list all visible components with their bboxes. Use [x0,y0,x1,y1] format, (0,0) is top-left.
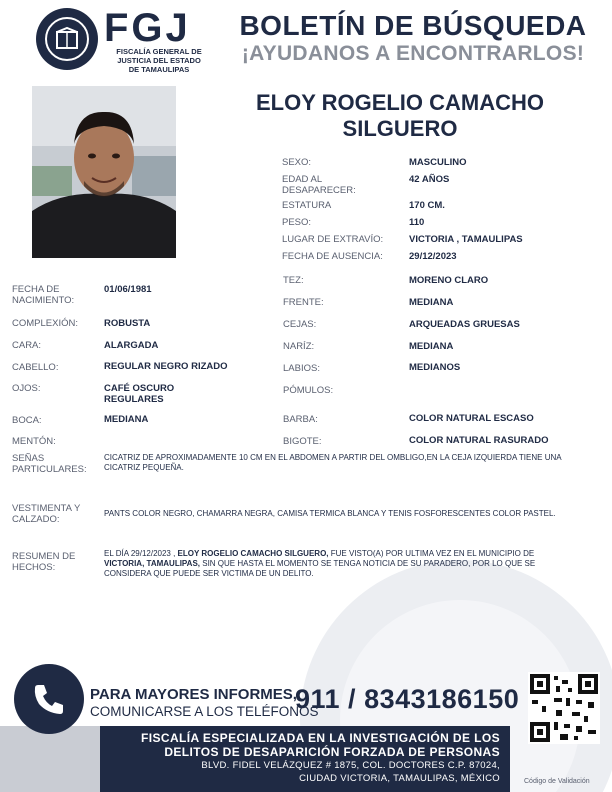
person-name: ELOY ROGELIO CAMACHO SILGUERO [255,90,545,141]
person-photo [32,86,176,258]
missing-place-label: LUGAR DE EXTRAVÍO: [282,234,384,245]
birthdate-value: 01/06/1981 [104,284,152,295]
forehead-value: MEDIANA [409,297,454,308]
birthdate-label: FECHA DE NACIMIENTO: [12,284,75,306]
particulars-value: CICATRIZ DE APROXIMADAMENTE 10 CM EN EL ABDOMEN A PARTIR DEL OMBLIGO,EN LA CEJA IZQUIERDA TIENE UNA CICATRIZ PEQUEÑA. [104,453,562,472]
clothing-label: VESTIMENTA Y CALZADO: [12,503,81,525]
summary-label: RESUMEN DE HECHOS: [12,551,76,573]
contact-label: COMUNICARSE A LOS TELÉFONOS [90,704,319,719]
eyebrows-value: ARQUEADAS GRUESAS [409,319,520,330]
build-value: ROBUSTA [104,318,151,329]
height-value: 170 CM. [409,200,445,211]
chin-label: MENTÓN: [12,436,56,447]
face-value: ALARGADA [104,340,159,351]
nose-value: MEDIANA [409,341,454,352]
lips-value: MEDIANOS [409,362,461,373]
skin-label: TEZ: [283,275,304,286]
skin-value: MORENO CLARO [409,275,489,286]
age-value: 42 AÑOS [409,174,450,185]
bulletin-subtitle: ¡AYUDANOS A ENCONTRARLOS! [241,42,585,65]
eyes-label: OJOS: [12,383,41,394]
forehead-label: FRENTE: [283,297,324,308]
hair-label: CABELLO: [12,362,59,373]
address-line-1: BLVD. FIDEL VELÁZQUEZ # 1875, COL. DOCTORES C.P. 87024, [201,760,500,771]
lips-label: LABIOS: [283,363,320,374]
eyebrows-label: CEJAS: [283,319,317,330]
sex-label: SEXO: [282,157,312,168]
agency-abbr: FGJ [104,6,191,50]
absence-date-value: 29/12/2023 [409,251,457,262]
missing-place-value: VICTORIA , TAMAULIPAS [409,234,523,245]
office-name-line-1: FISCALÍA ESPECIALIZADA EN LA INVESTIGACIÓN DE LOS [141,731,500,745]
age-label: EDAD AL DESAPARECER: [282,174,356,196]
face-label: CARA: [12,340,42,351]
cheekbones-label: PÓMULOS: [283,385,334,396]
sex-value: MASCULINO [409,157,467,168]
absence-date-label: FECHA DE AUSENCIA: [282,251,383,262]
state-seal-icon [36,8,98,70]
qr-caption: Código de Validación [524,778,590,785]
phone-numbers: 911 / 8343186150 [295,684,520,714]
agency-name: FISCALÍA GENERAL DE JUSTICIA DEL ESTADO DE TAMAULIPAS [116,47,202,74]
particulars-label: SEÑAS PARTICULARES: [12,453,87,475]
more-info-label: PARA MAYORES INFORMES, [90,686,297,703]
build-label: COMPLEXIÓN: [12,318,78,329]
address-line-2: CIUDAD VICTORIA, TAMAULIPAS, MÉXICO [299,773,500,784]
phone-icon [14,664,84,734]
mustache-label: BIGOTE: [283,436,322,447]
office-name-line-2: DELITOS DE DESAPARICIÓN FORZADA DE PERSONAS [164,745,500,759]
beard-label: BARBA: [283,414,318,425]
footer-left-panel [0,726,100,792]
height-label: ESTATURA [282,200,332,211]
bulletin-title: BOLETÍN DE BÚSQUEDA [239,10,587,41]
mouth-label: BOCA: [12,415,42,426]
nose-label: NARÍZ: [283,341,315,352]
weight-value: 110 [409,217,425,228]
summary-text: EL DÍA 29/12/2023 , ELOY ROGELIO CAMACHO SILGUERO, FUE VISTO(A) POR ULTIMA VEZ EN EL MUNICIPIO DE VICTORIA, TAMAULIPAS, SIN QUE HASTA EL MOMENTO SE TENGA NOTICIA DE SU PARADERO, POR LO QUE SE CONSIDERA QUE PUEDE SER VICTIMA DE UN DELITO. [104,549,536,578]
eyes-value: CAFÉ OSCURO REGULARES [104,383,175,405]
mouth-value: MEDIANA [104,414,149,425]
clothing-value: PANTS COLOR NEGRO, CHAMARRA NEGRA, CAMISA TERMICA BLANCA Y TENIS FOSFORESCENTES COLOR PASTEL. [104,509,556,518]
weight-label: PESO: [282,217,312,228]
hair-value: REGULAR NEGRO RIZADO [104,361,228,372]
qr-code-icon [528,672,600,744]
mustache-value: COLOR NATURAL RASURADO [409,435,549,446]
beard-value: COLOR NATURAL ESCASO [409,413,534,424]
